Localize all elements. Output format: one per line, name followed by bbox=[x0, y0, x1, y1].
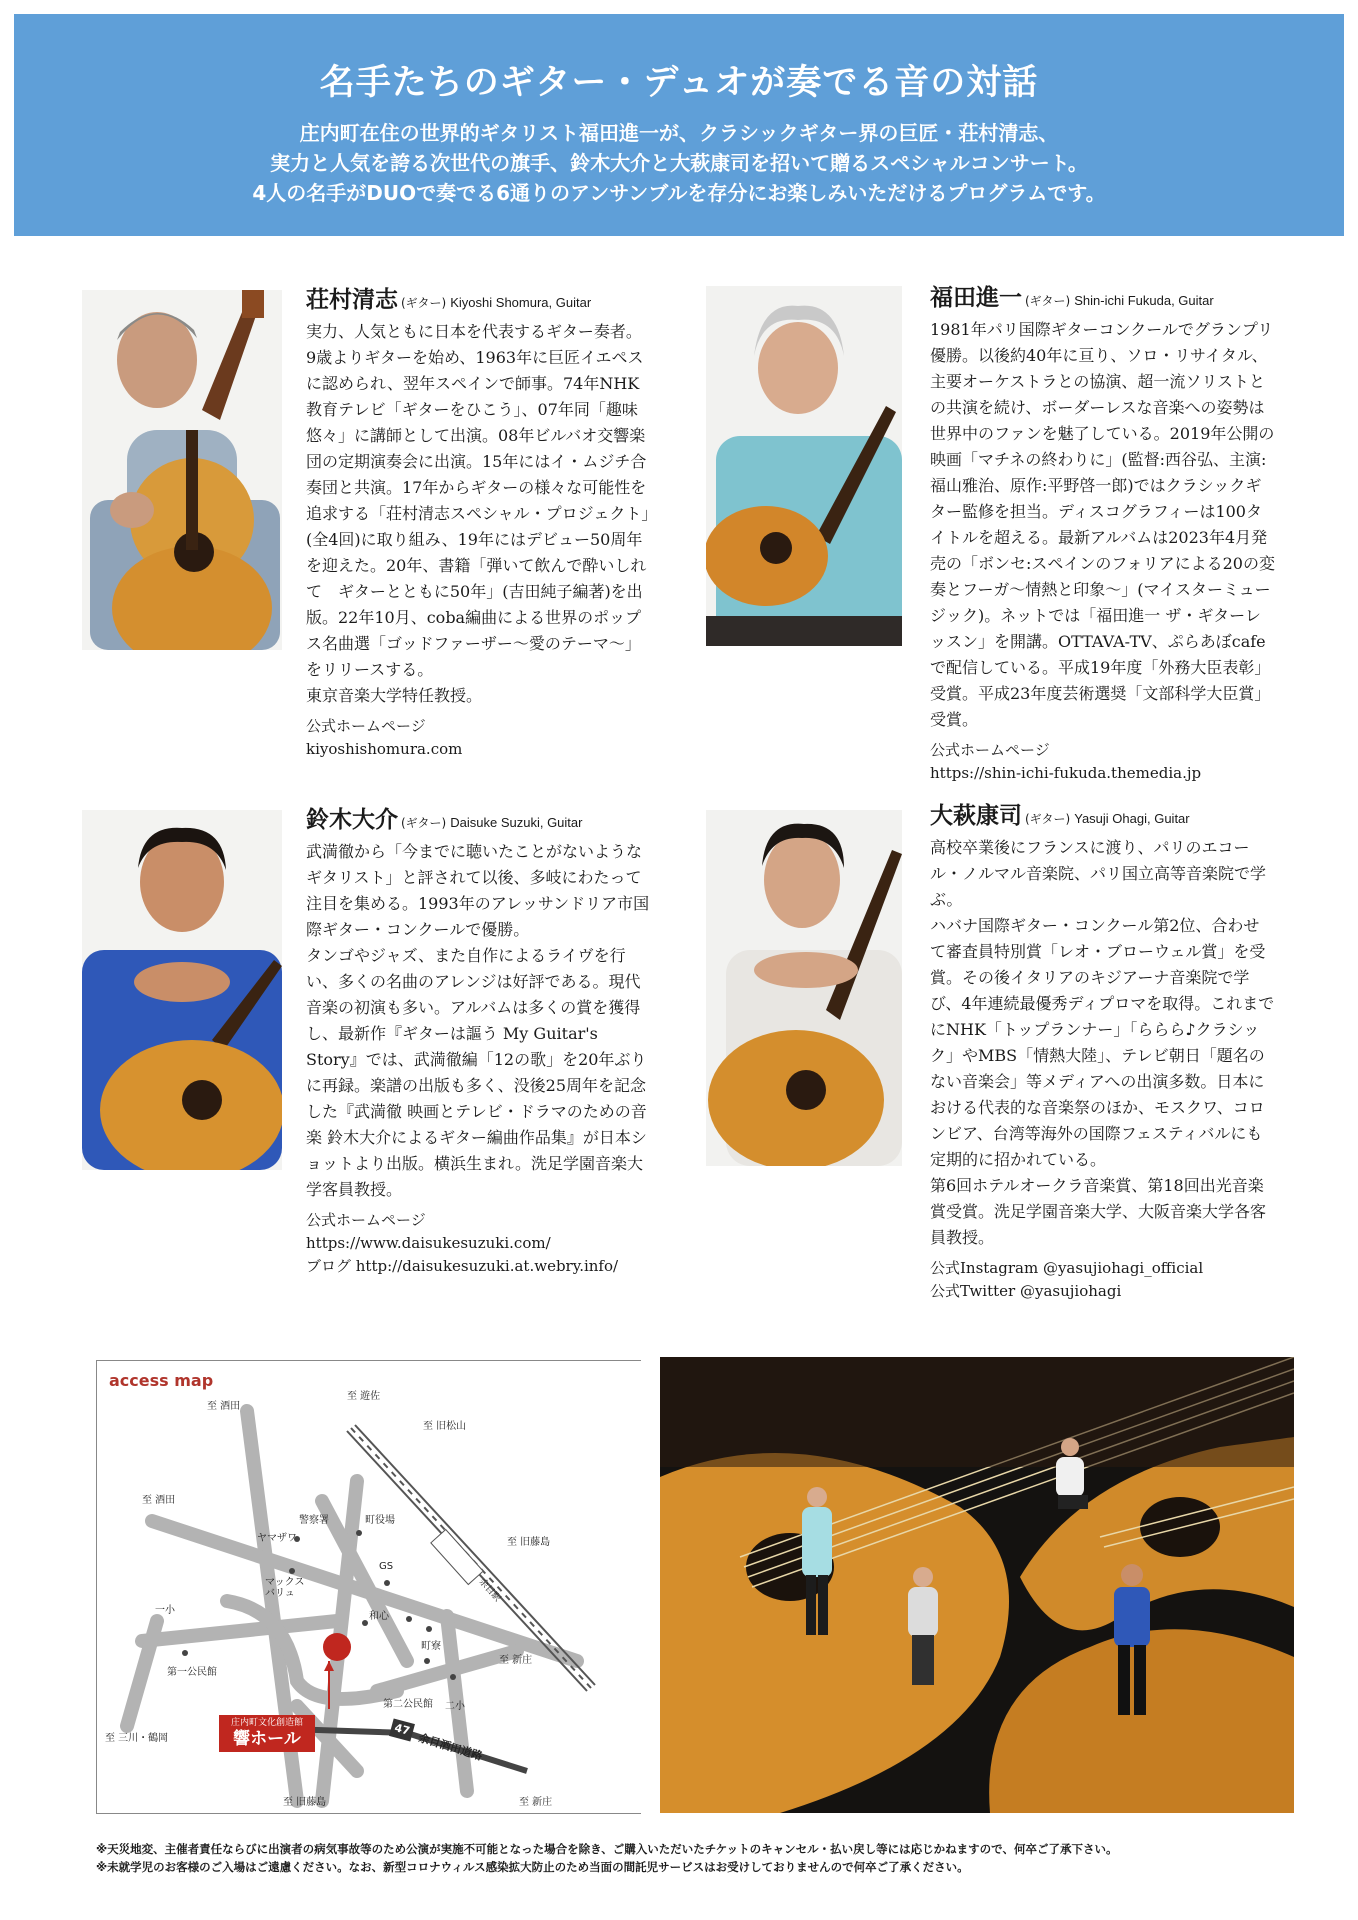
profile-bio: タンゴやジャズ、また自作によるライヴを行い、多くの名曲のアレンジは好評である。現代音楽の初演も多い。アルバムは多くの賞を獲得し、最新作『ギターは謳う My Guitar's Story』では、武満徹編「12の歌」を20年ぶりに再録。楽譜の出版も多く、没後25周年を記念した『武満徹 映画とテレビ・ドラマのための音楽 鈴木大介によるギター編曲作品集』が日本ショットより出版。横浜生まれ。洗足学園音楽大学客員教授。 bbox=[306, 946, 647, 1199]
profile-bio: ハバナ国際ギター・コンクール第2位、合わせて審査員特別賞「レオ・ブローウェル賞」を受賞。その後イタリアのキジアーナ音楽院で学び、4年連続最優秀ディプロマを取得。これまでにNHK「トップランナー」「ららら♪クラシック」やMBS「情熱大陸」、テレビ朝日「題名のない音楽会」等メディアへの出演多数。日本における代表的な音楽祭のほか、モスクワ、コロンビア、台湾等海外の国際フェスティバルにも定期的に招かれている。 bbox=[930, 916, 1275, 1169]
lead-line: 実力と人気を誇る次世代の旗手、鈴木大介と大萩康司を招いて贈るスペシャルコンサート。 bbox=[270, 151, 1088, 175]
map-label: 第二公民館 bbox=[383, 1699, 433, 1710]
header-banner bbox=[14, 14, 1344, 236]
profile-name-en: Kiyoshi Shomura, Guitar bbox=[450, 295, 592, 310]
group-photo bbox=[660, 1357, 1294, 1813]
profile-links bbox=[930, 739, 1275, 785]
profile-role: (ギター) bbox=[1025, 812, 1071, 826]
profile-links bbox=[306, 1209, 651, 1278]
hall-marker-label bbox=[219, 1715, 315, 1752]
access-map-title: access map bbox=[109, 1371, 214, 1390]
note-line: ※未就学児のお客様のご入場はご遠慮ください。なお、新型コロナウィルス感染拡大防止のため当面の間託児サービスはお受けしておりませんので何卒ご了承ください。 bbox=[96, 1860, 969, 1874]
map-label: 二小 bbox=[445, 1701, 465, 1712]
profile-heading bbox=[930, 800, 1275, 835]
profile-bio: 東京音楽大学特任教授。 bbox=[306, 686, 483, 705]
map-label: 和心 bbox=[369, 1611, 389, 1622]
fukuda-photo bbox=[706, 286, 902, 646]
hall-sub: 庄内町文化創造館 bbox=[230, 1718, 303, 1728]
profile-bio: 高校卒業後にフランスに渡り、パリのエコール・ノルマル音楽院、パリ国立高等音楽院で学ぶ。 bbox=[930, 838, 1267, 909]
page-title: 名手たちのギター・デュオが奏でる音の対話 bbox=[319, 63, 1039, 103]
ohagi-photo bbox=[706, 810, 902, 1166]
suzuki-bio bbox=[306, 804, 651, 1278]
route-label: 余目酒田道路 bbox=[416, 1731, 484, 1763]
profile-name-en: Shin-ichi Fukuda, Guitar bbox=[1074, 293, 1214, 308]
suzuki-photo bbox=[82, 810, 282, 1170]
homepage-link[interactable]: https://shin-ichi-fukuda.themedia.jp bbox=[930, 764, 1202, 782]
profile-name: 大萩康司 bbox=[930, 802, 1022, 829]
profile-heading bbox=[306, 284, 651, 319]
profile-name: 福田進一 bbox=[930, 284, 1022, 311]
footer-notes bbox=[96, 1840, 1296, 1876]
map-roads bbox=[97, 1361, 641, 1813]
map-label: 至 新庄 bbox=[519, 1797, 553, 1808]
map-label: GS bbox=[379, 1561, 394, 1572]
map-label: 至 旧藤島 bbox=[283, 1797, 327, 1808]
map-label: 至 酒田 bbox=[207, 1401, 241, 1412]
map-label: 町寮 bbox=[421, 1641, 441, 1652]
map-label: 至 旧藤島 bbox=[507, 1537, 551, 1548]
shomura-bio bbox=[306, 284, 651, 761]
profile-role: (ギター) bbox=[401, 816, 447, 830]
map-label: 至 遊佐 bbox=[347, 1391, 381, 1402]
map-label: 一小 bbox=[155, 1605, 175, 1616]
profile-heading bbox=[306, 804, 651, 839]
profile-name-en: Yasuji Ohagi, Guitar bbox=[1074, 811, 1190, 826]
profile-bio: 実力、人気ともに日本を代表するギター奏者。9歳よりギターを始め、1963年に巨匠イエペスに認められ、翌年スペインで師事。74年NHK教育テレビ「ギターをひこう」、07年同「趣味悠々」に講師として出演。08年ビルバオ交響楽団の定期演奏会に出演。15年にはイ・ムジチ合奏団と共演。17年からギターの様々な可能性を追求する「荘村清志スペシャル・プロジェクト」(全4回)に取り組み、19年にはデビュー50周年を迎えた。20年、書籍「弾いて飲んで酔いしれて ギターとともに50年」(吉田純子編著)を出版。22年10月、coba編曲による世界のポップス名曲選「ゴッドファーザー〜愛のテーマ〜」をリリースする。 bbox=[306, 322, 650, 679]
map-label: 至 三川・鶴岡 bbox=[105, 1733, 169, 1744]
profile-bio: 1981年パリ国際ギターコンクールでグランプリ優勝。以後約40年に亘り、ソロ・リサイタル、主要オーケストラとの協演、超一流ソリストとの共演を続け、ボーダーレスな音楽への姿勢は世界中のファンを魅了している。2019年公開の映画「マチネの終わりに」(監督:西谷弘、主演:福山雅治、原作:平野啓一郎)ではクラシックギター監修を担当。ディスコグラフィーは100タイトルを超える。最新アルバムは2023年4月発売の「ボンセ:スペインのフォリアによる20の変奏とフーガ〜情熱と印象〜」(マイスターミュージック)。ネットでは「福田進一 ザ・ギターレッスン」を開講。OTTAVA-TV、ぷらあぼcafeで配信している。平成19年度「外務大臣表彰」受賞。平成23年度芸術選奨「文部科学大臣賞」受賞。 bbox=[930, 320, 1275, 729]
instagram-link[interactable]: 公式Instagram @yasujiohagi_official bbox=[930, 1259, 1204, 1277]
map-label: 警察署 bbox=[299, 1515, 329, 1526]
profile-bio: 武満徹から「今までに聴いたことがないようなギタリスト」と評されて以後、多岐にわたって注目を集める。1993年のアレッサンドリア市国際ギター・コンクールで優勝。 bbox=[306, 842, 650, 939]
map-label: 町役場 bbox=[365, 1515, 395, 1526]
profile-bio: 第6回ホテルオークラ音楽賞、第18回出光音楽賞受賞。洗足学園音楽大学、大阪音楽大学各客員教授。 bbox=[930, 1176, 1267, 1247]
homepage-label: 公式ホームページ bbox=[306, 1211, 426, 1229]
lead-line: 庄内町在住の世界的ギタリスト福田進一が、クラシックギター界の巨匠・荘村清志、 bbox=[299, 121, 1059, 145]
ohagi-bio bbox=[930, 800, 1275, 1303]
access-map bbox=[96, 1360, 641, 1814]
shomura-photo bbox=[82, 290, 282, 650]
map-label: 至 新庄 bbox=[499, 1655, 533, 1666]
map-label: 第一公民館 bbox=[167, 1667, 217, 1678]
station-label: 余目駅 bbox=[476, 1577, 503, 1604]
twitter-link[interactable]: 公式Twitter @yasujiohagi bbox=[930, 1282, 1122, 1300]
route-number: 47 bbox=[389, 1718, 415, 1741]
map-label: 至 酒田 bbox=[142, 1495, 176, 1506]
lead-text bbox=[14, 118, 1344, 208]
map-label: マックス バリュ bbox=[265, 1577, 305, 1599]
hall-name: 響ホール bbox=[233, 1729, 301, 1749]
note-line: ※天災地変、主催者責任ならびに出演者の病気事故等のため公演が実施不可能となった場合を除き、ご購入いただいたチケットのキャンセル・払い戻し等には応じかねますので、何卒ご了承下さい。 bbox=[96, 1842, 1118, 1856]
homepage-link[interactable]: kiyoshishomura.com bbox=[306, 740, 463, 758]
profile-role: (ギター) bbox=[401, 296, 447, 310]
profile-links bbox=[930, 1257, 1275, 1303]
profile-role: (ギター) bbox=[1025, 294, 1071, 308]
lead-line: 4人の名手がDUOで奏でる6通りのアンサンブルを存分にお楽しみいただけるプログラムです。 bbox=[252, 181, 1106, 205]
profile-heading bbox=[930, 282, 1275, 317]
profile-name: 鈴木大介 bbox=[306, 806, 398, 833]
profile-links bbox=[306, 715, 651, 761]
map-label: ヤマザワ bbox=[257, 1533, 297, 1544]
homepage-label: 公式ホームページ bbox=[930, 741, 1050, 759]
map-label: 至 旧松山 bbox=[423, 1421, 467, 1432]
homepage-label: 公式ホームページ bbox=[306, 717, 426, 735]
homepage-link[interactable]: https://www.daisukesuzuki.com/ bbox=[306, 1234, 551, 1252]
profile-name: 荘村清志 bbox=[306, 286, 398, 313]
blog-link[interactable]: ブログ http://daisukesuzuki.at.webry.info/ bbox=[306, 1257, 619, 1275]
profile-name-en: Daisuke Suzuki, Guitar bbox=[450, 815, 583, 830]
fukuda-bio bbox=[930, 282, 1275, 785]
